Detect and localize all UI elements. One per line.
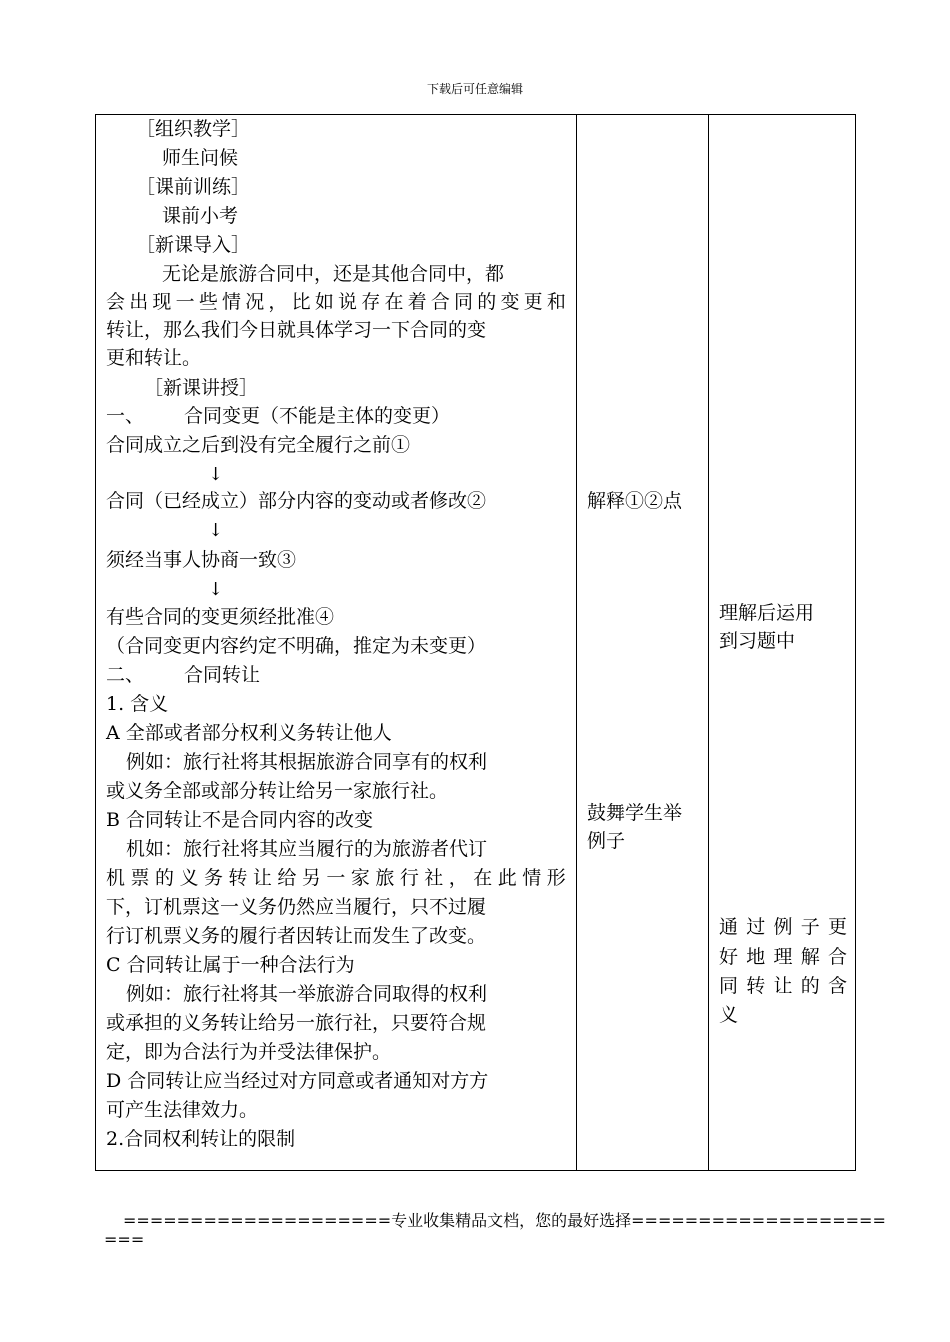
intent-note-apply: 到习题中: [719, 630, 796, 652]
teaching-note-encourage: 鼓舞学生举: [587, 802, 683, 824]
column-divider-2: [708, 115, 709, 1170]
intent-note-apply: 理解后运用: [719, 602, 815, 624]
example-b-line: 机 票 的 义 务 转 让 给 另 一 家 旅 行 社 ， 在 此 情 形: [106, 867, 566, 889]
intro-line: 会 出 现 一 些 情 况 ， 比 如 说 存 在 着 合 同 的 变 更 和: [106, 291, 566, 313]
intro-heading: ［新课导入］: [136, 234, 251, 256]
down-arrow-icon: ↓: [208, 579, 224, 600]
section-2-number: 二、: [106, 664, 145, 686]
example-b-line: 行订机票义务的履行者因转让而发生了改变。: [106, 925, 487, 947]
header-note: 下载后可任意编辑: [426, 82, 523, 96]
footer-banner: ====================专业收集精品文档，您的最好选择===================: [123, 1211, 886, 1230]
down-arrow-icon: ↓: [208, 464, 224, 485]
pre-training-heading: ［课前训练］: [136, 176, 251, 198]
intent-note-understand: 通 过 例 子 更: [719, 916, 847, 938]
footer-banner-continued: ===: [104, 1230, 145, 1249]
flow-step-4: 有些合同的变更须经批准④: [106, 606, 335, 628]
flow-step-3: 须经当事人协商一致③: [106, 549, 297, 571]
example-c-line: 定，即为合法行为并受法律保护。: [106, 1041, 392, 1063]
example-b-line: 机如：旅行社将其应当履行的为旅游者代订: [126, 838, 488, 860]
org-teaching-heading: ［组织教学］: [136, 118, 251, 140]
example-b-line: 下，订机票这一义务仍然应当履行，只不过履: [106, 896, 487, 918]
teaching-note-encourage: 例子: [587, 830, 626, 852]
flow-note: （合同变更内容约定不明确，推定为未变更）: [106, 635, 487, 657]
example-a-line: 或义务全部或部分转让给另一家旅行社。: [106, 780, 449, 802]
item-d-line: D 合同转让应当经过对方同意或者通知对方方: [106, 1070, 489, 1092]
example-c-line: 例如：旅行社将其一举旅游合同取得的权利: [126, 983, 488, 1005]
flow-step-2: 合同（已经成立）部分内容的变动或者修改②: [106, 490, 487, 512]
item-c: C 合同转让属于一种合法行为: [106, 954, 355, 976]
intent-note-understand: 同 转 让 的 含: [719, 975, 847, 997]
lecture-heading: ［新课讲授］: [144, 377, 259, 399]
meaning-heading: 1. 含义: [106, 693, 169, 715]
item-b: B 合同转让不是合同内容的改变: [106, 809, 374, 831]
lesson-plan-table: [95, 114, 856, 1171]
pre-quiz-text: 课前小考: [162, 205, 239, 227]
intro-line: 无论是旅游合同中，还是其他合同中，都: [162, 263, 505, 285]
transfer-limit-heading: 2.合同权利转让的限制: [106, 1128, 296, 1150]
example-c-line: 或承担的义务转让给另一旅行社，只要符合规: [106, 1012, 487, 1034]
column-divider-1: [576, 115, 577, 1170]
down-arrow-icon: ↓: [208, 520, 224, 541]
section-2-title: 合同转让: [184, 664, 261, 686]
section-1-number: 一、: [106, 405, 145, 427]
teaching-note-explain: 解释①②点: [587, 490, 683, 512]
intro-line: 转让，那么我们今日就具体学习一下合同的变: [106, 319, 487, 341]
section-1-title: 合同变更（不能是主体的变更）: [184, 405, 451, 427]
item-a: A 全部或者部分权利义务转让他人: [106, 722, 392, 744]
intent-note-understand: 义: [719, 1004, 739, 1026]
item-d-line: 可产生法律效力。: [106, 1099, 259, 1121]
greeting-text: 师生问候: [162, 147, 239, 169]
flow-step-1: 合同成立之后到没有完全履行之前①: [106, 434, 411, 456]
example-a-line: 例如：旅行社将其根据旅游合同享有的权利: [126, 751, 488, 773]
intro-line: 更和转让。: [106, 347, 202, 369]
intent-note-understand: 好 地 理 解 合: [719, 946, 847, 968]
